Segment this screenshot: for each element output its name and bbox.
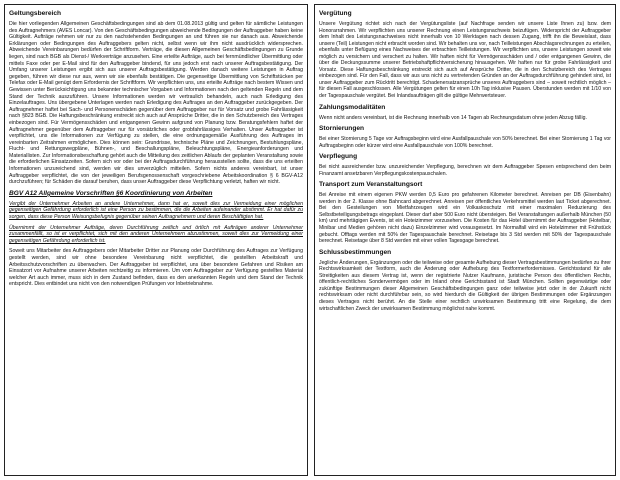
transport-paragraph: Bei Anreise mit einem eigenen PKW werden 0,5 Euro pro gefahrenen Kilometer berechnet. Anreisen per DB (Eisenbahn) werden in der 2. Klasse ohne Bahncard abgerechnet. Anreisen per öffentliches Verkehrsmittel werden laut Ticket abgerechnet. Bei den Gesteilungen von Mietfahrzeugen wird ein Volkaskoschutz mit einer maximalen Reduzierung des Selbstbeteiligungsbetrags eingeplant. Dieser darf aber 500 Euro nicht übersteigen. Bei Veranstaltungen außerhalb München (50 km) und mehrtägigen Events, ist ein Hoteizimmer vorzusehen. Die Kosten für das Hotel übernimmt der Auftraggeber (Hotelbar, Minibar und Medien gehören nicht dazu) Einzelzimmer wird vorausgesetzt. Im Normalfall wird ein Hotelzimmer mit Frühstück gebucht. Offtags werden mit 50% der Tagespauschale berechnet. Reisetage bis 3 Std werden mit 50% der Tagespauschale berechnet. Reisetage über 8 Std werden mit einer vollen Tagesgage berechnet.	[319, 192, 611, 245]
schlussbestimmungen-heading: Schlussbestimmungen	[319, 248, 392, 256]
bgv-a12-paragraph-2: Übernimmt der Unternehmer Aufträge, deren Durchführung zeitlich und örtlich mit Aufträgen anderer Unternehmer zusammenfällt, so ist er verpflichtet, sich mit den anderen Unternehmern abzustimmen, soweit dies zur Vermeidung einer gegenseitigen Gefährdung erforderlich ist.	[9, 224, 303, 244]
bgv-a12-paragraph-1: Vergibt der Unternehmer Arbeiten an andere Unternehmer, dann hat er, soweit dies zur Vermeidung einer möglichen gegenseitigen Gefährdung erforderlich ist eine Person zu bestimmen, die die Arbeiten aufeinander abstimmt. Er hat dafür zu sorgen, dass diese Person Weisungsbefugnis gegenüber seinen Auftragnehmern und deren Beschäftigten hat.	[9, 200, 303, 221]
transport-heading: Transport zum Veranstaltungsort	[319, 181, 423, 189]
left-column	[4, 4, 308, 476]
right-column	[314, 4, 616, 476]
verpflegung-heading: Verpflegung	[319, 153, 358, 161]
zahlungsmodalitaeten-heading: Zahlungsmodalitäten	[319, 103, 386, 111]
geltungsbereich-heading: Geltungsbereich	[9, 10, 62, 17]
stornierungen-paragraph: Bei einer Stornierung 5 Tage vor Auftragsbeginn wird eine Ausfallpauschale von 50% berechnet. Bei einer Stornierung 1 Tag vor Auftragsbeginn oder kürzer wird eine Ausfallpauschale von 100% berechnet.	[319, 136, 611, 149]
geltungsbereich-paragraph: Die hier vorliegenden Allgemeinen Geschäftsbedingungen sind ab dem 01.08.2013 gültig und gelten für sämtliche Leistungen des Auftragnehmers (AVES Loncar). Von den Geschäftsbedingungen abweichende Bedingungen der Auftraggeber haben keine Gültigkeit. Aufträge nehmen wir nur zu den nachstehenden Bedingungen an und führen sie nur danach aus. Abweichende Erklärungen oder Bedingungen des Auftraggebers gelten nicht, selbst wenn wir ihm nicht ausdrücklich widersprechen. Abweichende Vereinbarungen bedürfen der Schriftform. Verträge, die diesen Allgemeinen Geschäftsbedingungen zu Grunde liegen, sind nach BGB als Dienst-/ Werkverträge anzusehen. Eine erteilte Aufträge, auch bei fernmündlicher Übermittlung oder mittels Faxe oder per E-Mail sind für den Auftraggeber bindend, für uns jedoch erst nach unserer Auftragsbestätigung. Der Umfang unserer Leistungen ergibt sich aus unserer Auftragsbestätigung. Werden danach weitere Leistungen in Auftrag gegeben, führen wir diese nur aus, wenn wir sie ebenfalls bestätigen. Die gegenseitige Übermittlung von Schriftstücken per Telefax oder E-Mail genügt dem Erfordernis der Schriftform. Wir verpflichten uns, uns erteilte Aufträge nach bestem Wissen und Gewissen unter Berücksichtigung uns bekannter technischer Vorgaben und Informationen nach den geltenden Regeln und dem Stand der Technik auszuführen. Unsere Informationen werden wir vertraulich behandeln, auch nach Erledigung des Einzelauftrages. Uns übergebene Unterlagen werden nach Erledigung des Auftrages an den Auftraggeber zurückgegeben. Der Auftragnehmer haftet bei Sach- und Personenschäden gegenüber dem Auftraggeber nur für Vorsatz und grobe Fahrlässigkeit nach §823 BGB. Die Haftungsbeschränkung erstreckt sich auch auf Ansprüche Dritter, die in den Schutzbereich des Vertrages einbezogen sind. Für Vermögensschäden und entgangenen Gewinn aufgrund von Planung bzw. Beratungsfehlern haftet der Auftragnehmer gegenüber dem Auftraggeber nur für vorsätzliches oder grobfahrlässiges Verhalten. Unser Auftraggeber ist verpflichtet, uns die Informationen zur Verfügung zu stellen, die eine ordnungsgemäße Ausführung des Auftrages im vereinbarten Zeitrahmen ermöglichen. Dies können sein: Grundrisse, technische Pläne und Zeichnungen, Bestuhlungspläne, Flucht- und Rettungswegpläne, Bühnen-, und Beschallungspläne, Beleuchtungspläne, Energieanforderungen und Materiallisten. Zur Informationsbeschaffung gehört auch die Mitteilung des zeitlichen Ablaufs der geplanten Veranstaltung sowie die erforderlichen Einsatzzeiten. Sofern sich vor oder bei der Auftragsdurchführung herausstellen sollte, dass die uns erteilten Informationen unzureichend sind, werden wir dies unverzüglich mitteilen. Sofern nichts anderes vereinbart, ist unser Auftraggeber verpflichtet, die von der jeweiligen Berufsgenossenschaft vorgeschriebene Arbeitskoordination § 6 BGV-A12 durchzuführen; für Schäden die darauf beruhen, dass unser Auftraggeber diese Verpflichtung verletzt, haften wir nicht.	[9, 21, 303, 186]
verpflegung-paragraph: Bei nicht ausreichender bzw. unzureichender Verpflegung, berechnen wir dem Auftraggeber Spesen entsprechend den beim Finanzamt ansetzbaren Verpflegungskostenpauschalen.	[319, 164, 611, 177]
verguetung-paragraph: Unsere Vergütung richtet sich nach der Vergütungsliste (auf Nachfrage senden wir unsere Liste Ihnen zu) bzw. dem Honorarrahmen. Wir verpflichten uns unserer Rechnung einen Leistungsnachweis beizufügen. Widerspricht der Auftraggeber dem Inhalt des Leistungsnachweises nicht innerhalb von 10 Werktagen nach dessen Zugang, trifft ihn die Beweislast, dass unsere (Teil) Leistungen nicht erbracht worden sind. Wir behalten uns vor, nach Teilleistungen Abschlagsrechnungen zu erteilen, ebenfalls unter Befügung eines Nachweises der erbrachten Teilleistungen. Wir verpflichten uns, unsere Leistungen soweit wie möglich zu versichern und verschert zu halten. Wir haften nicht für Vermögensschäden und / oder entgangenen Gewinn, die über die Deckungssumme unserer Betriebshaftpflichtversicherung hinausgehen. Wir haften nur für grobe Fahrlässigkeit und Vorsatz. Diese Haftungsbeschränkung erstreckt sich auch auf Ansprüche Dritter, die in den Schutzbereich des Vertrages einbezogen sind. Für den Fall, dass wir aus uns nicht zu vertretenden Gründen an der Auftragsdurchführung gehindert sind, ist unser Auftraggeber zum Rücktritt berechtigt. Schadenersatzansprüche unseres Auftraggebers sind – soweit rechtlich möglich – für diesen Fall ausgeschlossen. Alle Vergütungen gelten für einen 10h Tag inklusive Pausen. Überstunden werden mit 1/10 von der Tagespauschale vergütet. Bei Inlandsaufträgen gilt die gültige Mehrwertsteuer.	[319, 21, 611, 100]
mitarbeiter-paragraph: Soweit uns Mitarbeiter des Auftraggebers oder Mitarbeiter Dritter zur Planung oder Durchführung des Auftrages zur Verfügung gestellt werden, sind wir ohne besondere Vereinbarung nicht verpflichtet, die gestellten Arbeitskraft und Arbeitsschutzvorschriften zu überwachen. Der Auftraggeber ist verpflichtet, uns über besondere Gefahren und Risiken am Einsatzort vor Aufnahme unserer Arbeiten rechtzeitig zu informieren. Um vom Auftraggeber zur Verfügung gestelltes Material welcher Art auch immer, muss sich in dem Zustand befinden, dass es den anerkannten Regeln und dem Stand der Technik entspricht. Dies entbindet uns nicht von den notwendigen Prüfungen vor Inbetriebnahme.	[9, 248, 303, 288]
zahlungsmodalitaeten-paragraph: Wenn nicht anders vereinbart, ist die Rechnung innerhalb von 14 Tagen ab Rechnungsdatum ohne jeden Abzug fällig.	[319, 114, 587, 121]
schlussbestimmungen-paragraph: Jegliche Änderungen, Ergänzungen oder die teilweise oder gesamte Aufhebung dieser Vertragsbestimmungen bedürfen zu ihrer Rechtswirksamkeit der Textform, auch die Änderung oder Aufhebung des Textformerfordernisses. Gerichtsstand für alle Streitigkeiten aus diesem Vertrag ist, wenn der registrierte Nutzer Kaufmann, juristische Person des öffentlichen Rechts, öffentlich-rechtliches Sondervermögen oder im Inland ohne Gerichtsstand ist Stadt München. Sollten gegenwärtige oder zukünftige Bestimmungen dieser Allgemeinen Geschäftsbedingungen ganz oder teilweise jetzt oder in der Zukunft nicht rechtswirksam oder nicht durchführbar sein, so wird hierdurch die Gültigkeit der übrigen Bestimmungen oder Ergänzungen dieses Vertrages nicht berührt. An die Stelle einer rechtlich unwirksamen Bestimmung tritt eine Regelung, die dem wirtschaftlichen Zweck der unwirksamen Bestimmung möglichst nahe kommt.	[319, 259, 611, 312]
verguetung-heading: Vergütung	[319, 10, 352, 17]
stornierungen-heading: Stornierungen	[319, 125, 365, 133]
bgv-a12-heading: BGV A12 Allgemeine Vorschriften §6 Koordinierung von Arbeiten	[9, 189, 213, 197]
